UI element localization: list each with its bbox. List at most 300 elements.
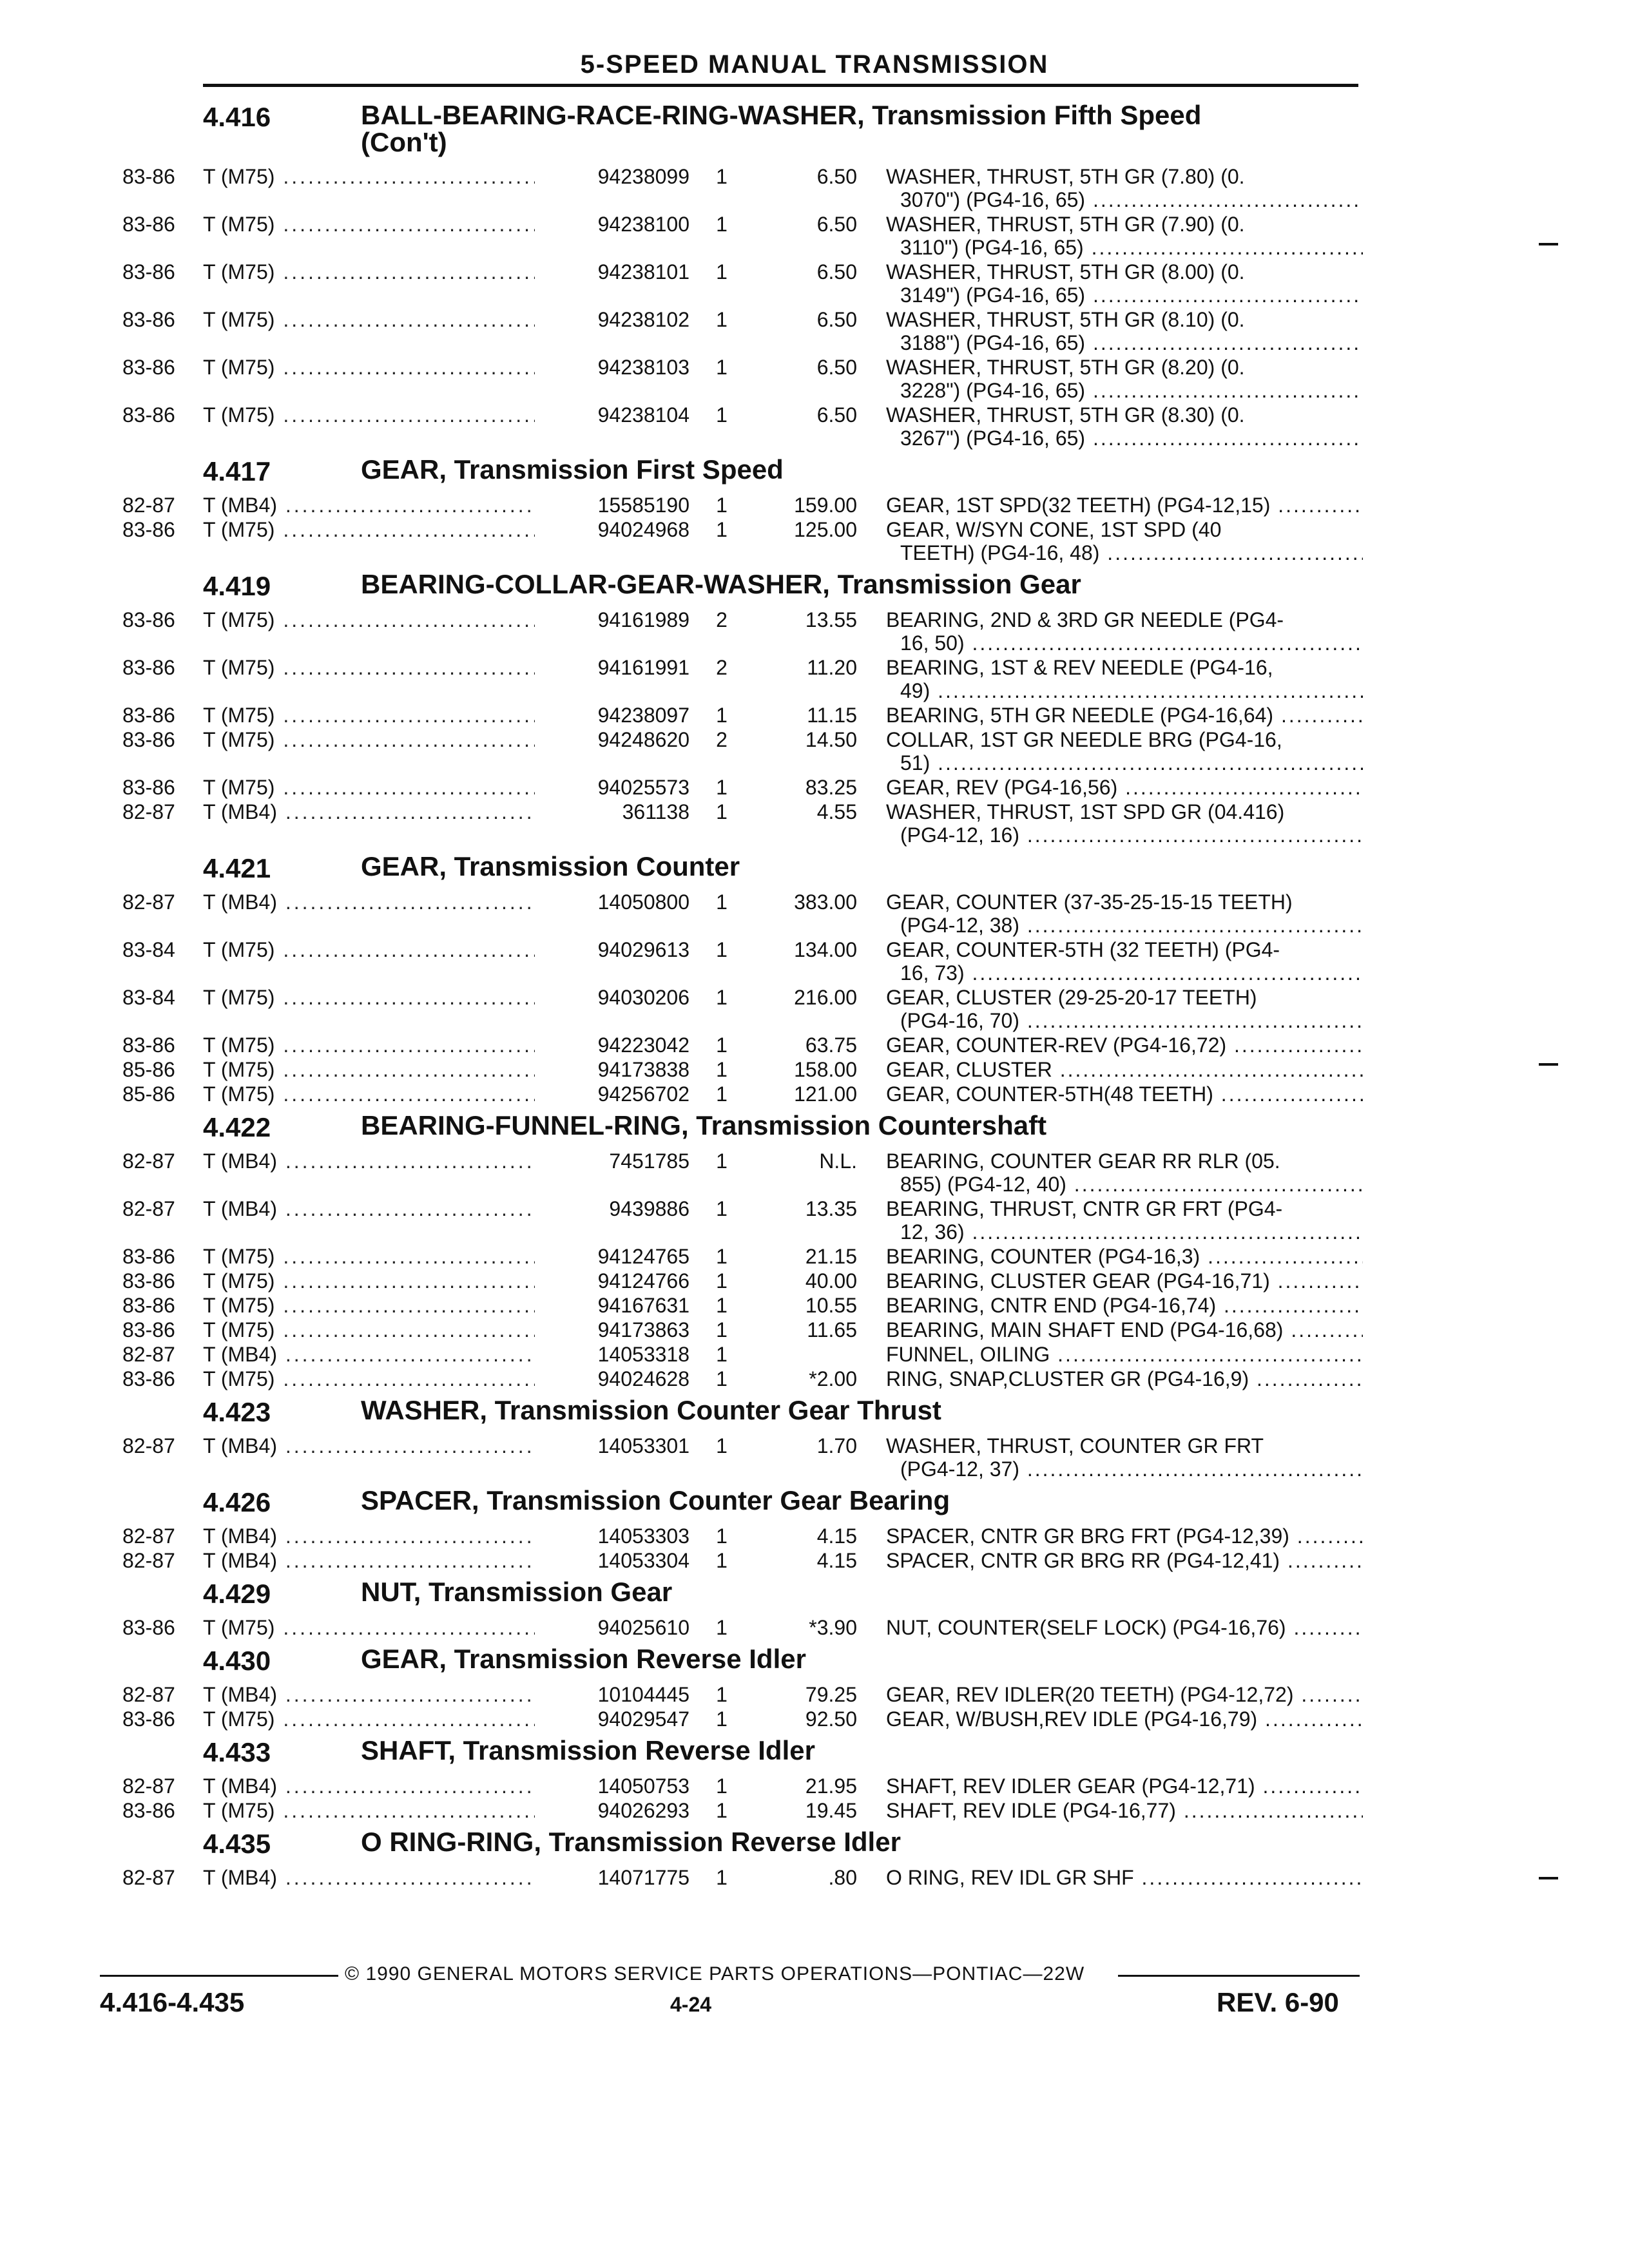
model-code: T (M75) ..... [203,608,551,631]
model-code: T (M75) ..... [203,1367,551,1390]
table-row [0,1033,1629,1058]
description [886,494,1363,517]
price: 11.20 [807,656,857,679]
description-line-2: 16, 73) ..... [886,961,1363,985]
parts-section [0,1392,1629,1482]
model-code: T (M75) ..... [203,1082,551,1106]
model-years: 82-87 [122,1149,175,1173]
table-row [0,1434,1629,1482]
quantity: 1 [716,1707,728,1731]
model-years: 82-87 [122,1866,175,1889]
section-number: 4.421 [203,853,271,883]
parts-section [0,1482,1629,1573]
part-number: 94029613 [535,938,689,961]
price: .80 [828,1866,857,1889]
table-row [0,308,1629,356]
quantity: 1 [716,1524,728,1548]
table-row [0,1549,1629,1573]
part-number: 94238102 [535,308,689,331]
section-number: 4.435 [203,1829,271,1859]
description-line-1: RING, SNAP,CLUSTER GR (PG4-16,9) ..... [886,1367,1363,1390]
description [886,728,1363,774]
quantity: 1 [716,1343,728,1366]
description-line-1: SPACER, CNTR GR BRG FRT (PG4-12,39) ..... [886,1524,1363,1548]
description [886,1149,1363,1196]
description [886,308,1363,354]
price: 10.55 [805,1294,857,1317]
model-years: 82-87 [122,890,175,914]
description [886,656,1363,702]
description [886,800,1363,847]
model-years: 83-86 [122,356,175,379]
table-row [0,260,1629,308]
description-line-1: WASHER, THRUST, 5TH GR (7.90) (0. [886,213,1245,236]
quantity: 2 [716,656,728,679]
table-row [0,165,1629,213]
model-code: T (M75) ..... [203,704,551,727]
quantity: 1 [716,1434,728,1457]
quantity: 1 [716,213,728,236]
description-line-2: (PG4-12, 16) ..... [886,823,1363,847]
table-row [0,1616,1629,1640]
quantity: 1 [716,1683,728,1706]
section-title: BALL-BEARING-RACE-RING-WASHER, Transmission Fifth Speed (Con't) [361,100,1202,157]
model-years: 82-87 [122,1343,175,1366]
price: 19.45 [805,1799,857,1822]
model-years: 82-87 [122,1524,175,1548]
description-line-2: 3228") (PG4-16, 65) ..... [886,379,1363,402]
model-years: 82-87 [122,1434,175,1457]
part-number: 94161989 [535,608,689,631]
description-line-1: BEARING, 5TH GR NEEDLE (PG4-16,64) ..... [886,704,1363,727]
description-line-1: WASHER, THRUST, 5TH GR (8.00) (0. [886,260,1245,284]
model-years: 83-86 [122,1294,175,1317]
quantity: 1 [716,1033,728,1057]
model-code: T (M75) ..... [203,938,551,961]
price: 4.55 [816,800,857,823]
model-code: T (M75) ..... [203,1707,551,1731]
model-years: 83-86 [122,1799,175,1822]
price: 125.00 [794,518,857,541]
description-line-1: BEARING, CLUSTER GEAR (PG4-16,71) ..... [886,1269,1363,1293]
part-number: 94238101 [535,260,689,284]
quantity: 1 [716,1774,728,1798]
parts-section [0,451,1629,566]
description [886,1294,1363,1317]
description [886,260,1363,307]
description-line-1: BEARING, THRUST, CNTR GR FRT (PG4- [886,1197,1283,1220]
table-row [0,1294,1629,1318]
model-years: 82-87 [122,494,175,517]
description [886,1434,1363,1481]
section-heading [0,1732,1629,1774]
model-years: 83-86 [122,608,175,631]
section-title: SPACER, Transmission Counter Gear Bearing [361,1485,950,1515]
model-years: 83-86 [122,1245,175,1268]
section-heading [0,1107,1629,1149]
price: 14.50 [805,728,857,751]
table-row [0,356,1629,403]
quantity: 1 [716,1616,728,1639]
model-years: 83-86 [122,656,175,679]
model-years: 82-87 [122,1197,175,1220]
section-title: BEARING-FUNNEL-RING, Transmission Countershaft [361,1110,1047,1140]
section-title: GEAR, Transmission First Speed [361,454,784,485]
quantity: 1 [716,308,728,331]
table-row [0,1774,1629,1799]
description-line-1: SHAFT, REV IDLE (PG4-16,77) ..... [886,1799,1363,1822]
part-number: 94173863 [535,1318,689,1341]
part-number: 7451785 [535,1149,689,1173]
model-code: T (M75) ..... [203,213,551,236]
model-code: T (M75) ..... [203,1033,551,1057]
part-number: 14050753 [535,1774,689,1798]
quantity: 1 [716,1318,728,1341]
price: 6.50 [816,308,857,331]
table-row [0,890,1629,938]
description-line-1: SPACER, CNTR GR BRG RR (PG4-12,41) ..... [886,1549,1363,1572]
part-number: 94238097 [535,704,689,727]
revision-label: REV. 6-90 [1217,1987,1339,2017]
quantity: 1 [716,1866,728,1889]
quantity: 1 [716,1149,728,1173]
quantity: 1 [716,1245,728,1268]
section-number: 4.433 [203,1737,271,1767]
part-number: 94124766 [535,1269,689,1293]
description-line-1: GEAR, CLUSTER ..... [886,1058,1363,1081]
model-years: 85-86 [122,1082,175,1106]
price: 11.65 [807,1318,857,1341]
description-line-2: 3110") (PG4-16, 65) ..... [886,236,1363,259]
price: 13.35 [805,1197,857,1220]
price: 13.55 [805,608,857,631]
model-code: T (M75) ..... [203,165,551,188]
quantity: 1 [716,704,728,727]
price: 4.15 [816,1549,857,1572]
price: 1.70 [816,1434,857,1457]
price: 83.25 [805,776,857,799]
table-row [0,1318,1629,1343]
description-line-1: BEARING, COUNTER GEAR RR RLR (05. [886,1149,1280,1173]
model-code: T (M75) ..... [203,1294,551,1317]
description [886,1245,1363,1268]
part-number: 10104445 [535,1683,689,1706]
description [886,1616,1363,1639]
model-code: T (MB4) ..... [203,1149,551,1173]
description [886,356,1363,402]
quantity: 1 [716,938,728,961]
part-number: 14053301 [535,1434,689,1457]
quantity: 1 [716,1197,728,1220]
quantity: 1 [716,403,728,427]
quantity: 1 [716,1799,728,1822]
description-line-1: WASHER, THRUST, 5TH GR (8.10) (0. [886,308,1245,331]
description [886,704,1363,727]
description [886,1866,1363,1889]
table-row [0,1197,1629,1245]
description-line-1: BEARING, 1ST & REV NEEDLE (PG4-16, [886,656,1273,679]
part-number: 94026293 [535,1799,689,1822]
price: N.L. [819,1149,857,1173]
description [886,1318,1363,1341]
model-code: T (MB4) ..... [203,890,551,914]
model-years: 82-87 [122,1774,175,1798]
table-row [0,1707,1629,1732]
model-code: T (M75) ..... [203,518,551,541]
price: 63.75 [805,1033,857,1057]
price: 6.50 [816,213,857,236]
description-line-1: GEAR, 1ST SPD(32 TEETH) (PG4-12,15) ..... [886,494,1363,517]
model-code: T (M75) ..... [203,1058,551,1081]
description [886,1343,1363,1366]
parts-section [0,1732,1629,1823]
price: 159.00 [794,494,857,517]
description-line-2: 12, 36) ..... [886,1220,1363,1244]
section-title: O RING-RING, Transmission Reverse Idler [361,1827,901,1857]
price: 216.00 [794,986,857,1009]
model-code: T (M75) ..... [203,776,551,799]
description [886,1033,1363,1057]
section-heading [0,1640,1629,1683]
model-code: T (M75) ..... [203,1799,551,1822]
part-number: 14053318 [535,1343,689,1366]
quantity: 1 [716,1549,728,1572]
section-title: WASHER, Transmission Counter Gear Thrust [361,1395,941,1425]
section-number: 4.417 [203,456,271,486]
table-row [0,608,1629,656]
model-years: 83-86 [122,1033,175,1057]
model-code: T (M75) ..... [203,1318,551,1341]
description [886,1549,1363,1572]
description [886,608,1363,655]
price: 6.50 [816,403,857,427]
part-number: 361138 [535,800,689,823]
model-years: 83-86 [122,518,175,541]
price: 6.50 [816,260,857,284]
quantity: 1 [716,260,728,284]
section-number: 4.429 [203,1579,271,1609]
section-heading [0,848,1629,890]
description-line-2: (PG4-12, 38) ..... [886,914,1363,937]
description [886,1058,1363,1081]
description [886,1799,1363,1822]
table-row [0,776,1629,800]
table-row [0,728,1629,776]
model-code: T (M75) ..... [203,260,551,284]
section-number: 4.423 [203,1397,271,1427]
part-number: 9439886 [535,1197,689,1220]
model-code: T (M75) ..... [203,656,551,679]
price: 40.00 [805,1269,857,1293]
price: 134.00 [794,938,857,961]
description-line-2: (PG4-16, 70) ..... [886,1009,1363,1032]
quantity: 1 [716,1294,728,1317]
section-title: SHAFT, Transmission Reverse Idler [361,1735,815,1765]
section-number: 4.422 [203,1112,271,1142]
table-row [0,1799,1629,1823]
description-line-1: O RING, REV IDL GR SHF ..... [886,1866,1363,1889]
parts-section [0,1107,1629,1392]
margin-mark [1539,1877,1558,1879]
footer-rule-left [100,1975,338,1977]
quantity: 1 [716,890,728,914]
model-years: 83-86 [122,403,175,427]
model-years: 83-86 [122,213,175,236]
quantity: 1 [716,1269,728,1293]
part-number: 94029547 [535,1707,689,1731]
description [886,1683,1363,1706]
margin-mark [1539,243,1558,245]
model-years: 83-84 [122,986,175,1009]
parts-section [0,97,1629,451]
description-line-2: (PG4-12, 37) ..... [886,1457,1363,1481]
description [886,1524,1363,1548]
quantity: 1 [716,1082,728,1106]
quantity: 1 [716,494,728,517]
table-row [0,1524,1629,1549]
section-number: 4.416 [203,102,271,132]
table-row [0,1269,1629,1294]
price: 383.00 [794,890,857,914]
parts-section [0,1823,1629,1890]
section-heading [0,1823,1629,1866]
description [886,403,1363,450]
quantity: 1 [716,1058,728,1081]
part-number: 14053304 [535,1549,689,1572]
description-line-1: GEAR, W/BUSH,REV IDLE (PG4-16,79) ..... [886,1707,1363,1731]
part-number: 94256702 [535,1082,689,1106]
description-line-1: GEAR, REV (PG4-16,56) ..... [886,776,1363,799]
parts-section [0,848,1629,1107]
description [886,1774,1363,1798]
page-title: 5-SPEED MANUAL TRANSMISSION [580,50,1049,79]
price: *2.00 [809,1367,857,1390]
table-row [0,1683,1629,1707]
part-number: 94161991 [535,656,689,679]
model-years: 82-87 [122,1549,175,1572]
table-row [0,518,1629,566]
model-years: 83-86 [122,1707,175,1731]
description [886,165,1363,211]
table-row [0,213,1629,260]
model-code: T (MB4) ..... [203,1343,551,1366]
model-code: T (MB4) ..... [203,1197,551,1220]
model-years: 83-86 [122,1318,175,1341]
model-code: T (MB4) ..... [203,800,551,823]
price: 79.25 [805,1683,857,1706]
table-row [0,1149,1629,1197]
part-number: 94238100 [535,213,689,236]
model-years: 83-86 [122,1269,175,1293]
description-line-2: TEETH) (PG4-16, 48) ..... [886,541,1363,564]
table-row [0,1058,1629,1082]
description-line-1: GEAR, COUNTER-5TH(48 TEETH) ..... [886,1082,1363,1106]
quantity: 1 [716,356,728,379]
section-heading [0,1573,1629,1616]
description [886,1269,1363,1293]
description-line-2: 16, 50) ..... [886,631,1363,655]
section-heading [0,97,1629,165]
table-row [0,1866,1629,1890]
table-row [0,494,1629,518]
model-years: 83-86 [122,165,175,188]
part-number: 94248620 [535,728,689,751]
table-row [0,1343,1629,1367]
part-number: 94238104 [535,403,689,427]
model-years: 83-86 [122,1367,175,1390]
section-heading [0,566,1629,608]
parts-section [0,566,1629,848]
price: 6.50 [816,356,857,379]
quantity: 2 [716,728,728,751]
description [886,213,1363,259]
description-line-1: GEAR, REV IDLER(20 TEETH) (PG4-12,72) ..... [886,1683,1363,1706]
part-number: 94024968 [535,518,689,541]
footer-rule-right [1118,1975,1360,1977]
table-row [0,800,1629,848]
section-title: GEAR, Transmission Reverse Idler [361,1644,806,1674]
quantity: 1 [716,800,728,823]
model-code: T (M75) ..... [203,1245,551,1268]
quantity: 1 [716,1367,728,1390]
part-number: 14071775 [535,1866,689,1889]
model-code: T (M75) ..... [203,986,551,1009]
description [886,1707,1363,1731]
quantity: 1 [716,165,728,188]
price: 4.15 [816,1524,857,1548]
price: 92.50 [805,1707,857,1731]
table-row [0,1367,1629,1392]
table-row [0,403,1629,451]
footer-copyright: © 1990 GENERAL MOTORS SERVICE PARTS OPERATIONS—PONTIAC—22W [345,1963,1085,1984]
description-line-1: BEARING, CNTR END (PG4-16,74) ..... [886,1294,1363,1317]
section-heading [0,451,1629,494]
model-years: 85-86 [122,1058,175,1081]
description-line-1: NUT, COUNTER(SELF LOCK) (PG4-16,76) ..... [886,1616,1363,1639]
section-heading [0,1392,1629,1434]
model-code: T (M75) ..... [203,308,551,331]
description-line-1: COLLAR, 1ST GR NEEDLE BRG (PG4-16, [886,728,1282,751]
model-code: T (M75) ..... [203,403,551,427]
price: 21.15 [805,1245,857,1268]
header-rule [203,84,1358,87]
model-years: 83-86 [122,728,175,751]
part-number: 94025610 [535,1616,689,1639]
section-number: 4.419 [203,571,271,601]
footer-section-range: 4.416-4.435 [100,1987,245,2017]
model-code: T (M75) ..... [203,728,551,751]
description-line-1: BEARING, MAIN SHAFT END (PG4-16,68) ..... [886,1318,1363,1341]
part-number: 94030206 [535,986,689,1009]
description [886,938,1363,985]
part-number: 14053303 [535,1524,689,1548]
description-line-1: GEAR, COUNTER-REV (PG4-16,72) ..... [886,1033,1363,1057]
description [886,1367,1363,1390]
description-line-2: 3267") (PG4-16, 65) ..... [886,427,1363,450]
section-number: 4.430 [203,1646,271,1676]
model-code: T (MB4) ..... [203,1866,551,1889]
description [886,1082,1363,1106]
description-line-1: GEAR, COUNTER (37-35-25-15-15 TEETH) [886,890,1293,914]
model-years: 83-86 [122,308,175,331]
table-row [0,1245,1629,1269]
model-years: 83-84 [122,938,175,961]
description-line-1: WASHER, THRUST, COUNTER GR FRT [886,1434,1264,1457]
description [886,1197,1363,1244]
model-code: T (MB4) ..... [203,1524,551,1548]
model-years: 82-87 [122,1683,175,1706]
description-line-1: GEAR, W/SYN CONE, 1ST SPD (40 [886,518,1222,541]
